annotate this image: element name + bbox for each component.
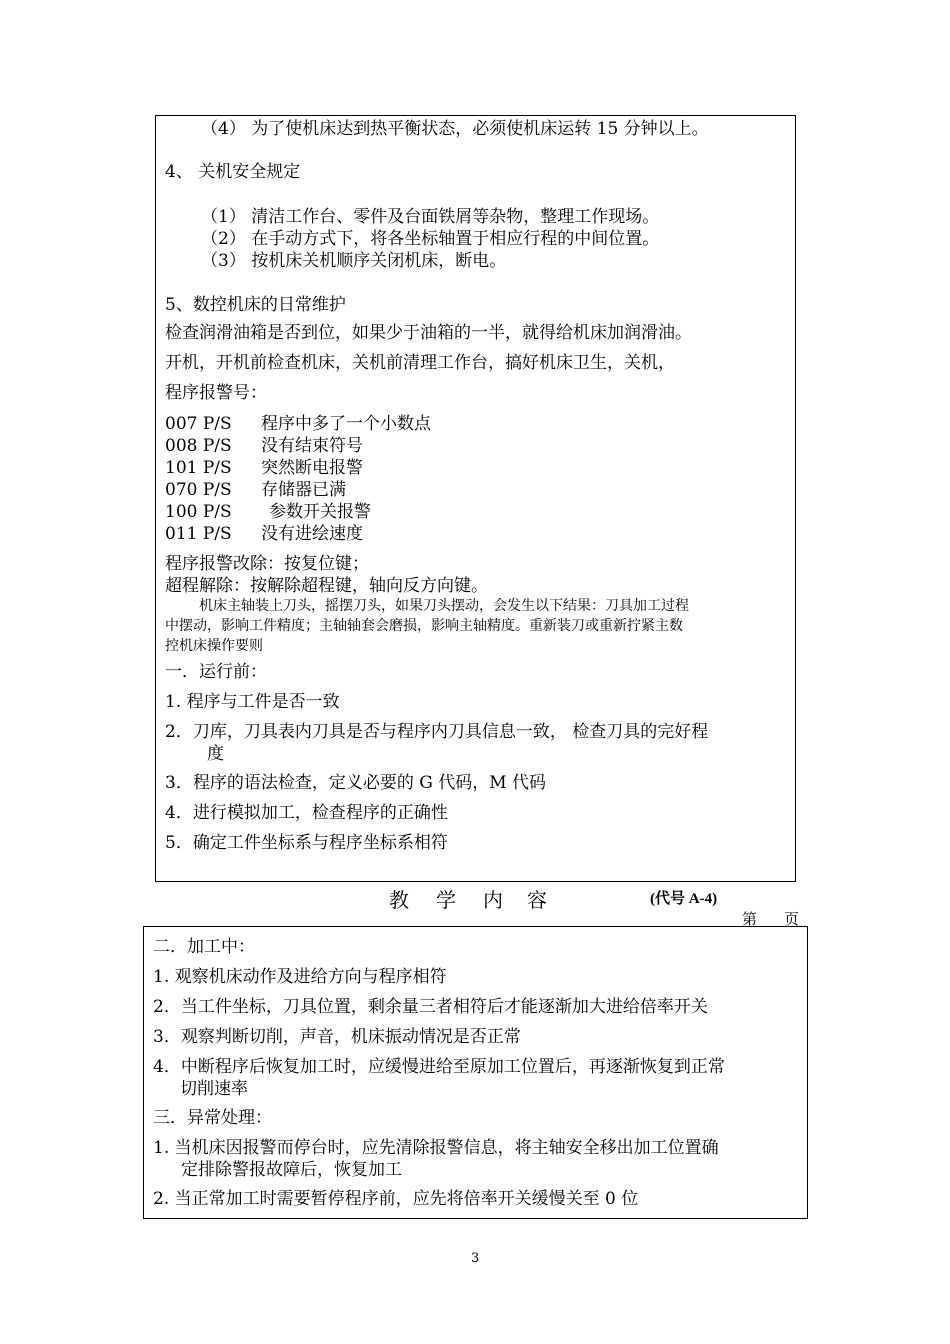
title-char-wrap (436, 884, 456, 913)
alarm-desc: 存储器已满 (261, 480, 346, 500)
alarm-desc: 没有进绘速度 (261, 524, 363, 544)
title-char-wrap (483, 884, 503, 913)
alarm-code: 100 P/S (165, 502, 232, 522)
title-char: 教 (389, 888, 409, 912)
page-label-right: 页 (784, 910, 800, 928)
list-item: （2） 在手动方式下，将各坐标轴置于相应行程的中间位置。 (201, 229, 660, 249)
list-item: 4．中断程序后恢复加工时，应缓慢进给至原加工位置后，再逐渐恢复到正常 (153, 1057, 725, 1077)
text-line: 超程解除：按解除超程键，轴向反方向键。 (165, 576, 488, 596)
page-label-left: 第 (742, 910, 758, 928)
text-line: 控机床操作要则 (165, 638, 263, 654)
list-item: 4．进行模拟加工，检查程序的正确性 (165, 803, 448, 823)
alarm-desc: 没有结束符号 (261, 436, 363, 456)
alarm-code: 070 P/S (165, 480, 232, 500)
section-title: 4、 关机安全规定 (165, 162, 301, 182)
alarm-code: 101 P/S (165, 458, 232, 478)
list-item: 3．程序的语法检查，定义必要的 G 代码，M 代码 (165, 773, 547, 793)
section-title: 一．运行前： (165, 662, 267, 682)
text-line: 程序报警改除：按复位键； (165, 554, 369, 574)
list-item: 2．当工件坐标，刀具位置，剩余量三者相符后才能逐渐加大进给倍率开关 (153, 997, 708, 1017)
section-title: 5、数控机床的日常维护 (165, 295, 346, 315)
alarm-desc: 突然断电报警 (261, 458, 363, 478)
alarm-desc: 参数开关报警 (269, 502, 371, 522)
text-line: （4） 为了使机床达到热平衡状态，必须使机床运转 15 分钟以上。 (201, 119, 709, 139)
list-item-continuation: 切削速率 (180, 1079, 248, 1099)
text-line: 检查润滑油箱是否到位，如果少于油箱的一半，就得给机床加润滑油。 (165, 323, 692, 343)
text-line: 开机，开机前检查机床，关机前清理工作台，搞好机床卫生，关机， (165, 353, 675, 373)
doc-code: (代号 A-4) (650, 891, 718, 907)
alarm-code: 008 P/S (165, 436, 232, 456)
page-number: 3 (471, 1251, 480, 1266)
list-item: 1. 观察机床动作及进给方向与程序相符 (153, 967, 447, 987)
list-item: 2. 当正常加工时需要暂停程序前，应先将倍率开关缓慢关至 0 位 (153, 1189, 639, 1209)
section-title: 三．异常处理： (153, 1108, 272, 1128)
list-item-continuation: 定排除警报故障后，恢复加工 (181, 1160, 402, 1180)
text-line: 机床主轴装上刀头，摇摆刀头，如果刀头摆动，会发生以下结果：刀具加工过程 (199, 598, 689, 614)
title-char: 内 (483, 888, 503, 912)
list-item: 5．确定工件坐标系与程序坐标系相符 (165, 833, 448, 853)
list-item: （1） 清洁工作台、零件及台面铁屑等杂物，整理工作现场。 (201, 207, 660, 227)
title-char-wrap (527, 884, 547, 913)
title-char: 学 (436, 888, 456, 912)
page-title (389, 884, 409, 913)
list-item: （3） 按机床关机顺序关闭机床，断电。 (201, 251, 507, 271)
alarm-desc: 程序中多了一个小数点 (261, 414, 431, 434)
list-item-continuation: 度 (207, 744, 224, 764)
alarm-code: 011 P/S (165, 524, 232, 544)
section-title: 二．加工中： (153, 937, 255, 957)
list-item: 1. 当机床因报警而停台时，应先清除报警信息，将主轴安全移出加工位置确 (153, 1138, 719, 1158)
title-char: 容 (527, 888, 547, 912)
text-line: 程序报警号： (165, 383, 267, 403)
list-item: 2．刀库，刀具表内刀具是否与程序内刀具信息一致， 检查刀具的完好程 (165, 722, 709, 742)
list-item: 1. 程序与工件是否一致 (165, 692, 340, 712)
alarm-code: 007 P/S (165, 414, 232, 434)
text-line: 中摆动，影响工件精度；主轴轴套会磨损，影响主轴精度。重新装刀或重新拧紧主数 (165, 618, 683, 634)
list-item: 3．观察判断切削，声音，机床振动情况是否正常 (153, 1027, 521, 1047)
